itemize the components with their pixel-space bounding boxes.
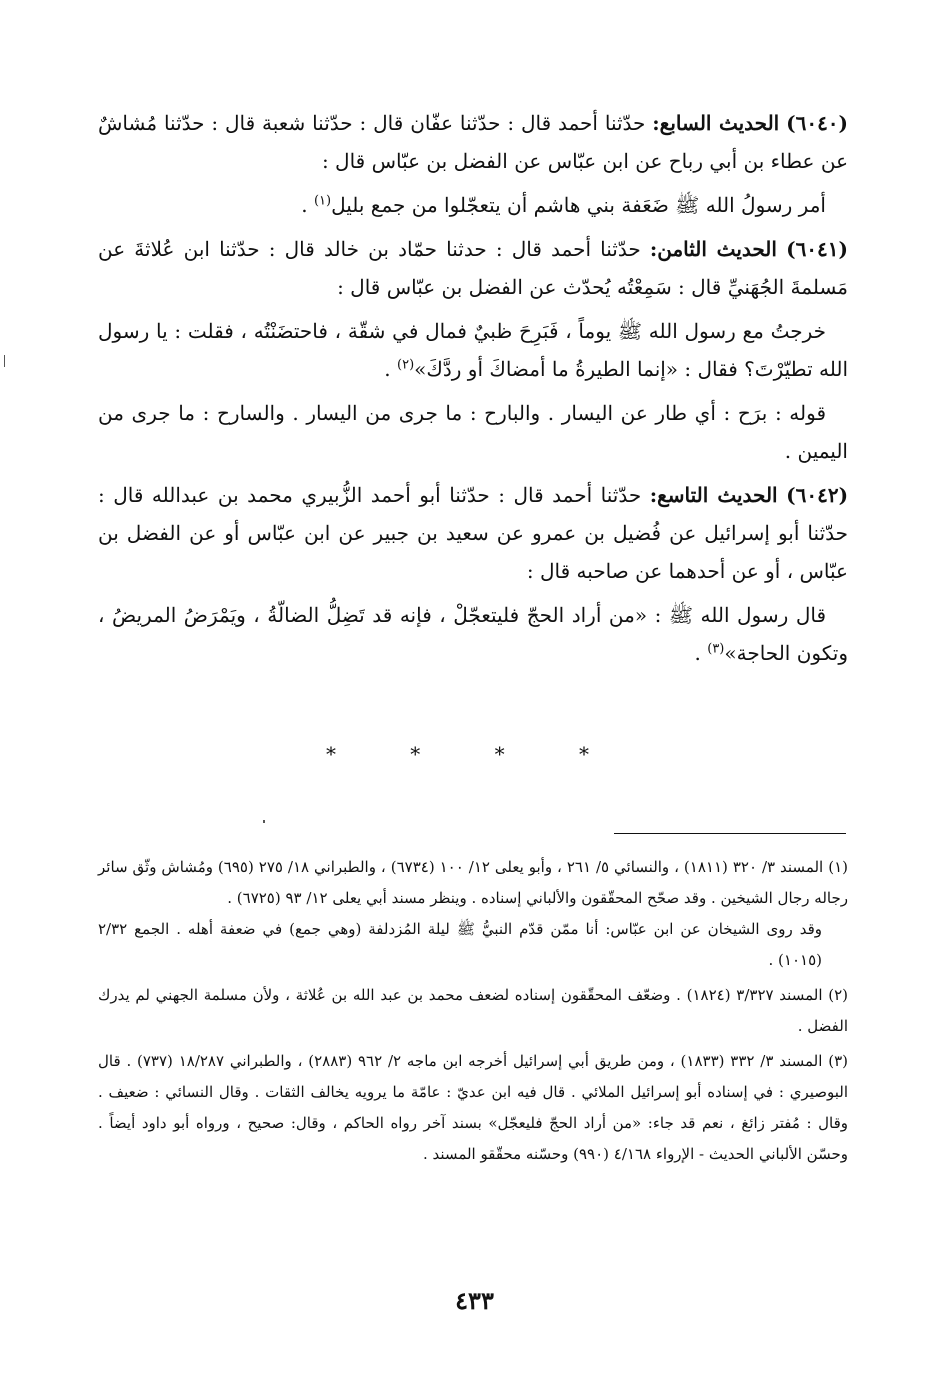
footnote-3 — [98, 1046, 848, 1170]
main-text — [98, 104, 848, 678]
footnote-continuation: وقد روى الشيخان عن ابن عبّاس: أنا ممّن قدّم النبيُّ ﷺ ليلة المُزدلفة (وهي جمع) في ضعفة أهله . الجمع ٢/٣٢ (١٠١٥) . — [98, 920, 822, 969]
footnote-text: المسند ٣/٣٢٧ (١٨٢٤) . وضعّف المحقّقون إسناده لضعف محمد بن عبد الله بن عُلاثة ، ولأن مسلمة الجهني لم يدرك الفضل . — [98, 986, 848, 1035]
footnote-ref[interactable]: (١) — [313, 193, 332, 209]
scan-mark — [4, 355, 5, 367]
matn-text: قال رسول الله ﷺ : «من أراد الحجّ فليتعجّلْ ، فإنه قد تَضِلُّ الضالّةُ ، ويَمْرَضُ المريضُ ، وتكون الحاجة» — [98, 603, 848, 665]
hadith-number: (٦٠٤١) — [786, 237, 848, 261]
end-mark: . — [384, 357, 397, 381]
isnad-text: حدّثنا أحمد قال : حدثنا حمّاد بن خالد قال : حدّثنا ابن عُلاثةَ عن مَسلمةَ الجُهَنيِّ قال : سَمِعْتُه يُحدّث عن الفضل بن عبّاس قال : — [98, 237, 848, 299]
footnote-1 — [98, 852, 848, 976]
hadith-heading: الحديث الثامن: — [649, 237, 777, 261]
matn-text: أمر رسولُ الله ﷺ ضَعَفة بني هاشم أن يتعجّلوا من جمع بليل — [331, 193, 826, 217]
isnad-text: حدّثنا أحمد قال : حدّثنا أبو أحمد الزُّبيري محمد بن عبدالله قال : حدّثنا أبو إسرائيل عن فُضيل بن عمرو عن سعيد بن جبير عن ابن عبّاس أو عن الفضل بن عبّاس ، أو عن أحدهما عن صاحبه قال : — [98, 483, 848, 583]
hadith-8-isnad — [98, 230, 848, 306]
hadith-number: (٦٠٤٢) — [786, 483, 849, 507]
footnote-2 — [98, 980, 848, 1042]
hadith-heading: الحديث التاسع: — [649, 483, 778, 507]
footnote-label: (٣) — [828, 1052, 848, 1070]
footnote-label: (٢) — [828, 986, 848, 1004]
matn-text: خرجتُ مع رسول الله ﷺ يوماً ، فَبَرِحَ ظبيٌ فمال في شقّة ، فاحتضَنْتُه ، فقلت : يا رسول الله تطيّرْتَ؟ فقال : «إنما الطيرةُ ما أمضاكَ أو ردَّكَ» — [98, 319, 848, 381]
hadith-number: (٦٠٤٠) — [786, 111, 849, 135]
footnote-ref[interactable]: (٢) — [397, 357, 415, 373]
hadith-7-matn — [98, 186, 848, 224]
footnote-text: المسند ٣/ ٣٢٠ (١٨١١) ، والنسائي ٥/ ٢٦١ ، وأبو يعلى ١٢/ ١٠٠ (٦٧٣٤) ، والطبراني ١٨/ ٢٧٥ (٦٩٥) ومُشاش وثّق سائر رجاله رجال الشيخين . وقد صحّح المحقّقون والألباني إسناده . وينظر مسند أبي يعلى ١٢/ ٩٣ (٦٧٢٥) . — [98, 858, 848, 907]
hadith-9-isnad — [98, 476, 848, 590]
page-number: ٤٣٣ — [455, 1286, 494, 1315]
footnote-ref[interactable]: (٣) — [707, 641, 725, 657]
footnote-divider — [614, 833, 846, 834]
end-mark: . — [694, 641, 708, 665]
hadith-7-isnad — [98, 104, 848, 180]
footnote-label: (١) — [828, 858, 848, 876]
footnote-text: المسند ٣/ ٣٣٢ (١٨٣٣) ، ومن طريق أبي إسرائيل أخرجه ابن ماجه ٢/ ٩٦٢ (٢٨٨٣) ، والطبراني ١٨/٢٨٧ (٧٣٧) . قال البوصيري : في إسناده أبو إسرائيل الملائي . قال فيه ابن عديّ : عامّة ما يرويه يخالف الثقات . وقال النسائي : ضعيف . وقال : مُفتر زائغ ، نعم قد جاء: «من أراد الحجّ فليعجّل» بسند آخر رواه الحاكم ، وقال: صحيح ، ورواه أبو داود أيضاً . وحسّن الألباني الحديث - الإرواء ٤/١٦٨ (٩٩٠) وحسّنه محقّقو المسند . — [98, 1052, 848, 1163]
isnad-text: حدّثنا أحمد قال : حدّثنا عفّان قال : حدّثنا شعبة قال : حدّثنا مُشاشٌ عن عطاء بن أبي رباح عن ابن عبّاس عن الفضل بن عبّاس قال : — [98, 111, 848, 173]
end-mark: . — [301, 193, 314, 217]
hadith-heading: الحديث السابع: — [652, 111, 780, 135]
hadith-8-gloss: قوله : برَح : أي طار عن اليسار . والبارح : ما جرى من اليسار . والسارح : ما جرى من اليمين . — [98, 401, 848, 463]
scan-mark — [263, 820, 265, 823]
section-separator: * * * * — [325, 742, 624, 766]
hadith-9-matn — [98, 596, 848, 672]
footnotes — [98, 852, 848, 1174]
hadith-8-matn — [98, 312, 848, 388]
